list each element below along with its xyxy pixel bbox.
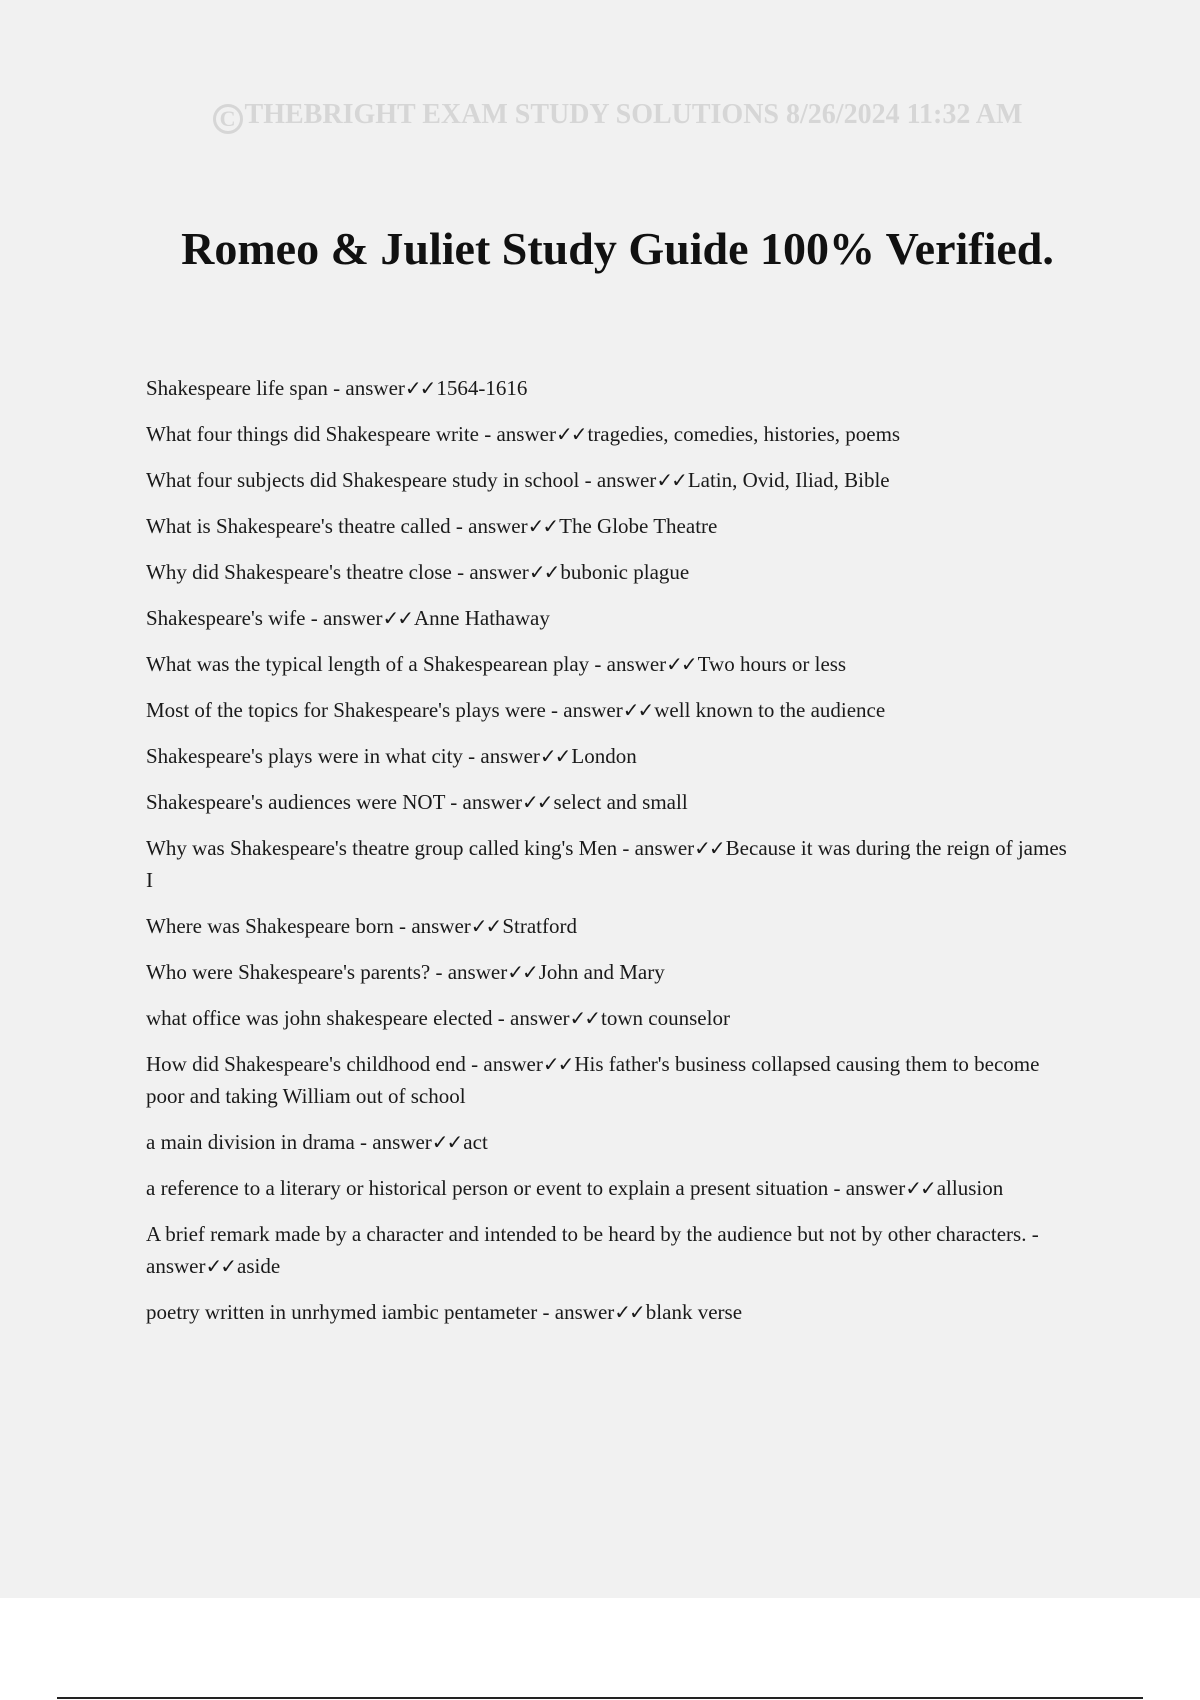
question-text: Shakespeare's wife - <box>146 606 323 630</box>
double-check-icon: ✓✓ <box>528 560 559 584</box>
answer-marker: answer <box>606 652 667 676</box>
question-text: what office was john shakespeare elected - <box>146 1006 511 1030</box>
answer-text: His father's business collapsed causing them to become poor and taking William out of school <box>146 1052 1040 1108</box>
qa-item <box>146 1048 1076 1112</box>
answer-marker: answer <box>554 1300 615 1324</box>
double-check-icon: ✓✓ <box>522 790 552 814</box>
question-text: What was the typical length of a Shakespearean play - <box>146 652 607 676</box>
answer-text: Anne Hathaway <box>413 606 550 630</box>
qa-item <box>146 1218 1076 1282</box>
answer-text: Because it was during the reign of james I <box>146 836 1067 892</box>
answer-marker: answer <box>469 560 529 584</box>
footer-divider <box>57 1697 1143 1699</box>
double-check-icon: ✓✓ <box>614 1300 644 1324</box>
answer-text: act <box>463 1130 488 1154</box>
answer-marker: answer <box>146 1254 206 1278</box>
question-text: Most of the topics for Shakespeare's plays were - <box>146 698 564 722</box>
qa-item <box>146 740 1076 772</box>
qa-item <box>146 510 1076 542</box>
copyright-icon: C <box>213 104 243 134</box>
double-check-icon: ✓✓ <box>470 914 501 938</box>
watermark-text: THEBRIGHT EXAM STUDY SOLUTIONS 8/26/2024 11:32 AM <box>244 99 1023 130</box>
double-check-icon: ✓✓ <box>656 468 686 492</box>
question-text: Shakespeare life span - <box>146 376 346 400</box>
answer-text: blank verse <box>645 1300 743 1324</box>
double-check-icon: ✓✓ <box>569 1006 600 1030</box>
question-text: Shakespeare's audiences were NOT - <box>146 790 463 814</box>
answer-marker: answer <box>596 468 657 492</box>
question-text: A brief remark made by a character and intended to be heard by the audience but not by other characters. - <box>146 1222 1039 1246</box>
double-check-icon: ✓✓ <box>539 744 570 768</box>
question-text: poetry written in unrhymed iambic pentameter - <box>146 1300 555 1324</box>
answer-marker: answer <box>322 606 383 630</box>
answer-text: aside <box>237 1254 281 1278</box>
document-title: Romeo & Juliet Study Guide 100% Verified. <box>181 223 1054 274</box>
qa-item <box>146 602 1076 634</box>
answer-text: well known to the audience <box>654 698 886 722</box>
qa-item <box>146 1126 1076 1158</box>
answer-text: 1564-1616 <box>436 376 528 400</box>
double-check-icon: ✓✓ <box>694 836 724 860</box>
question-text: What is Shakespeare's theatre called - <box>146 514 469 538</box>
answer-text: London <box>571 744 637 768</box>
answer-marker: answer <box>510 1006 570 1030</box>
double-check-icon: ✓✓ <box>555 422 586 446</box>
qa-item <box>146 956 1076 988</box>
answer-marker: answer <box>447 960 508 984</box>
answer-marker: answer <box>483 1052 543 1076</box>
question-text: Why did Shakespeare's theatre close - <box>146 560 470 584</box>
double-check-icon: ✓✓ <box>542 1052 573 1076</box>
double-check-icon: ✓✓ <box>382 606 412 630</box>
double-check-icon: ✓✓ <box>622 698 653 722</box>
answer-marker: answer <box>496 422 556 446</box>
qa-item <box>146 464 1076 496</box>
question-text: Where was Shakespeare born - <box>146 914 412 938</box>
answer-marker: answer <box>468 514 528 538</box>
qa-item <box>146 832 1076 896</box>
qa-item <box>146 1296 1076 1328</box>
double-check-icon: ✓✓ <box>205 1254 235 1278</box>
question-text: How did Shakespeare's childhood end - <box>146 1052 484 1076</box>
qa-item <box>146 648 1076 680</box>
double-check-icon: ✓✓ <box>666 652 696 676</box>
answer-text: Stratford <box>502 914 577 938</box>
double-check-icon: ✓✓ <box>905 1176 935 1200</box>
answer-text: John and Mary <box>538 960 665 984</box>
qa-item <box>146 1172 1076 1204</box>
question-text: What four things did Shakespeare write - <box>146 422 497 446</box>
answer-marker: answer <box>411 914 471 938</box>
qa-item <box>146 910 1076 942</box>
qa-item <box>146 372 1076 404</box>
double-check-icon: ✓✓ <box>404 376 435 400</box>
question-text: Why was Shakespeare's theatre group called king's Men - <box>146 836 635 860</box>
answer-marker: answer <box>634 836 695 860</box>
answer-marker: answer <box>462 790 523 814</box>
qa-item <box>146 786 1076 818</box>
qa-list <box>146 372 1076 1342</box>
question-text: Who were Shakespeare's parents? - <box>146 960 448 984</box>
watermark <box>0 99 1200 134</box>
qa-item <box>146 418 1076 450</box>
answer-text: Latin, Ovid, Iliad, Bible <box>687 468 890 492</box>
answer-text: The Globe Theatre <box>559 514 718 538</box>
qa-item <box>146 694 1076 726</box>
answer-marker: answer <box>563 698 623 722</box>
question-text: a main division in drama - <box>146 1130 373 1154</box>
answer-text: select and small <box>553 790 688 814</box>
question-text: What four subjects did Shakespeare study in school - <box>146 468 597 492</box>
answer-marker: answer <box>845 1176 906 1200</box>
answer-text: tragedies, comedies, histories, poems <box>587 422 901 446</box>
answer-text: allusion <box>936 1176 1004 1200</box>
double-check-icon: ✓✓ <box>431 1130 462 1154</box>
answer-text: Two hours or less <box>697 652 847 676</box>
question-text: Shakespeare's plays were in what city - <box>146 744 481 768</box>
answer-text: bubonic plague <box>560 560 690 584</box>
qa-item <box>146 1002 1076 1034</box>
answer-marker: answer <box>372 1130 432 1154</box>
answer-marker: answer <box>480 744 540 768</box>
qa-item <box>146 556 1076 588</box>
answer-marker: answer <box>345 376 405 400</box>
question-text: a reference to a literary or historical person or event to explain a present situation - <box>146 1176 846 1200</box>
double-check-icon: ✓✓ <box>507 960 537 984</box>
double-check-icon: ✓✓ <box>527 514 558 538</box>
answer-text: town counselor <box>601 1006 730 1030</box>
